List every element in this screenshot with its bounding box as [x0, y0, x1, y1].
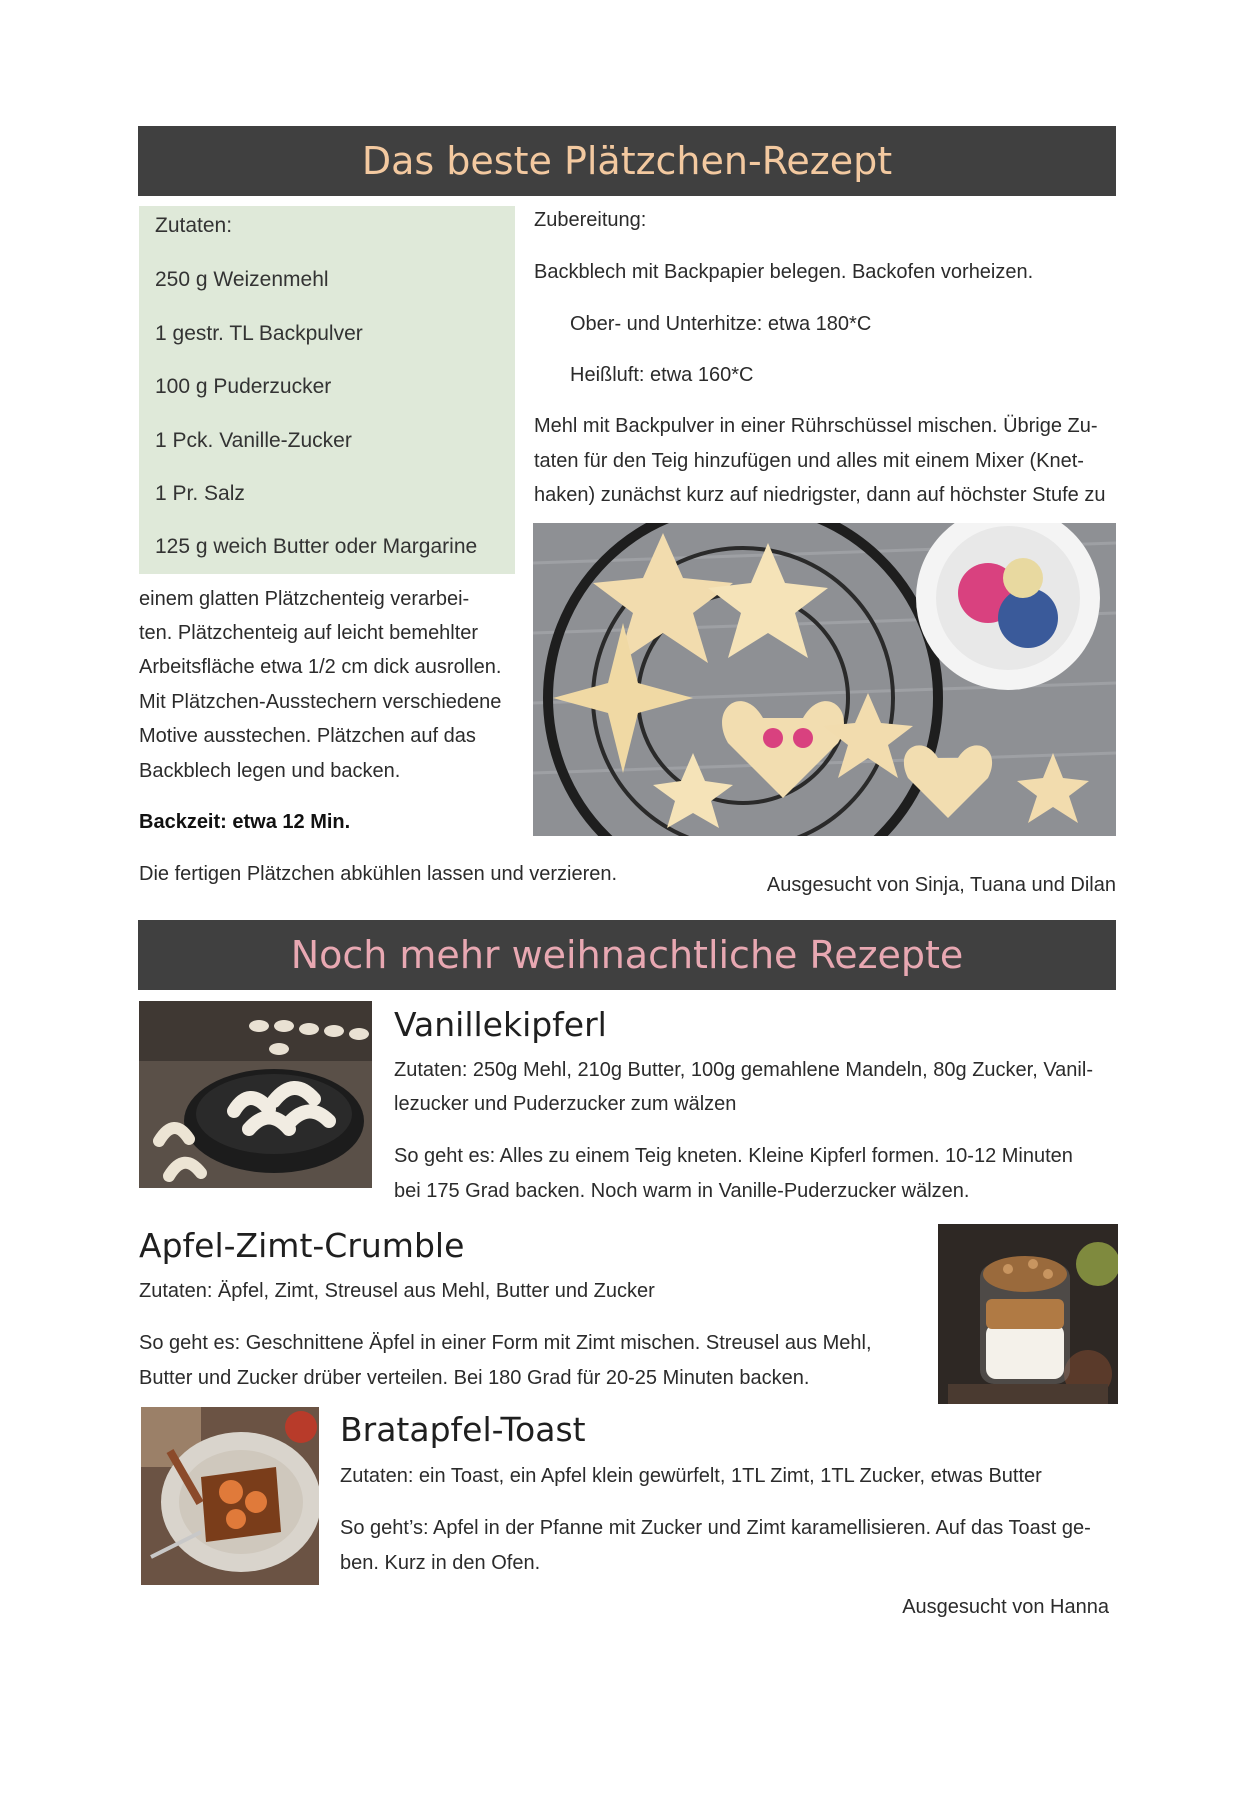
- ingredient-item: 1 gestr. TL Backpulver: [155, 322, 363, 345]
- preparation-step-3-line: einem glatten Plätzchenteig verarbei-: [139, 588, 470, 610]
- recipe-title-crumble: Apfel-Zimt-Crumble: [139, 1226, 465, 1265]
- bratapfel-toast-photo: [141, 1407, 319, 1585]
- recipe-steps-line: bei 175 Grad backen. Noch warm in Vanille-Puderzucker wälzen.: [394, 1180, 970, 1202]
- cookie-photo: [533, 523, 1116, 836]
- preparation-step-2-line: Mehl mit Backpulver in einer Rührschüssel mischen. Übrige Zu-: [534, 415, 1098, 437]
- ingredient-item: 100 g Puderzucker: [155, 375, 332, 398]
- section2-title: Noch mehr weihnachtliche Rezepte: [290, 933, 964, 977]
- recipe-steps-line: ben. Kurz in den Ofen.: [340, 1552, 541, 1574]
- ingredient-item: 1 Pr. Salz: [155, 482, 245, 505]
- preparation-step-2-line: taten für den Teig hinzufügen und alles mit einem Mixer (Knet-: [534, 450, 1084, 472]
- heat-top-bottom: Ober- und Unterhitze: etwa 180*C: [570, 313, 872, 335]
- vanillekipferl-photo: [139, 1001, 372, 1188]
- preparation-step-2-line: haken) zunächst kurz auf niedrigster, dann auf höchster Stufe zu: [534, 484, 1106, 506]
- credit-2: Ausgesucht von Hanna: [902, 1596, 1109, 1618]
- bake-time: Backzeit: etwa 12 Min.: [139, 811, 351, 833]
- recipe-steps-line: So geht’s: Apfel in der Pfanne mit Zucker und Zimt karamellisieren. Auf das Toast ge-: [340, 1517, 1091, 1539]
- title-banner: [138, 126, 1116, 196]
- preparation-step-3-line: Mit Plätzchen-Ausstechern verschiedene: [139, 691, 502, 713]
- section2-banner: [138, 920, 1116, 990]
- recipe-title-vanillekipferl: Vanillekipferl: [394, 1005, 607, 1044]
- ingredients-heading: Zutaten:: [155, 214, 233, 237]
- page-title: Das beste Plätzchen-Rezept: [361, 139, 893, 183]
- ingredient-item: 250 g Weizenmehl: [155, 268, 329, 291]
- recipe-steps-line: Butter und Zucker drüber verteilen. Bei 180 Grad für 20-25 Minuten backen.: [139, 1367, 810, 1389]
- recipe-ingredients-line: Zutaten: Äpfel, Zimt, Streusel aus Mehl, Butter und Zucker: [139, 1280, 655, 1302]
- recipe-title-bratapfel-toast: Bratapfel-Toast: [340, 1410, 586, 1449]
- recipe-steps-line: So geht es: Alles zu einem Teig kneten. Kleine Kipferl formen. 10-12 Minuten: [394, 1145, 1073, 1167]
- recipe-ingredients-line: Zutaten: 250g Mehl, 210g Butter, 100g gemahlene Mandeln, 80g Zucker, Vanil-: [394, 1059, 1093, 1081]
- recipe-steps-line: So geht es: Geschnittene Äpfel in einer Form mit Zimt mischen. Streusel aus Mehl,: [139, 1332, 872, 1354]
- ingredient-item: 1 Pck. Vanille-Zucker: [155, 429, 352, 452]
- heat-convection: Heißluft: etwa 160*C: [570, 364, 754, 386]
- preparation-step-3-line: ten. Plätzchenteig auf leicht bemehlter: [139, 622, 479, 644]
- ingredient-item: 125 g weich Butter oder Margarine: [155, 535, 478, 558]
- crumble-photo: [938, 1224, 1118, 1404]
- preparation-step-1: Backblech mit Backpapier belegen. Backofen vorheizen.: [534, 261, 1034, 283]
- credit-1: Ausgesucht von Sinja, Tuana und Dilan: [766, 874, 1116, 896]
- recipe-ingredients-line: lezucker und Puderzucker zum wälzen: [394, 1093, 737, 1115]
- recipe-ingredients-line: Zutaten: ein Toast, ein Apfel klein gewürfelt, 1TL Zimt, 1TL Zucker, etwas Butter: [340, 1465, 1042, 1487]
- final-step: Die fertigen Plätzchen abkühlen lassen und verzieren.: [139, 863, 618, 885]
- preparation-heading: Zubereitung:: [534, 209, 647, 231]
- preparation-step-3-line: Backblech legen und backen.: [139, 760, 401, 782]
- preparation-step-3-line: Arbeitsfläche etwa 1/2 cm dick ausrollen.: [139, 656, 502, 678]
- preparation-step-3-line: Motive ausstechen. Plätzchen auf das: [139, 725, 476, 747]
